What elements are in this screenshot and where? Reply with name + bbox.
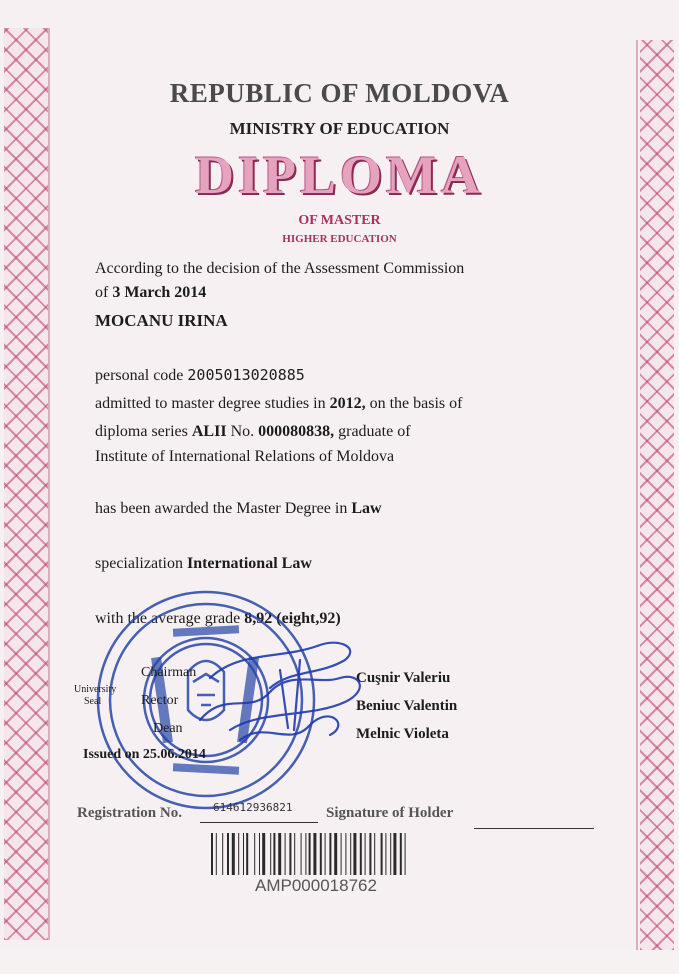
admitted-line (95, 395, 462, 413)
registration-underline (200, 822, 318, 823)
university-seal-label-2: Seal (84, 696, 102, 707)
university-seal-label: University (74, 684, 117, 695)
decision-date: 3 March 2014 (112, 284, 207, 301)
admitted-prefix: admitted to master degree studies in (95, 395, 326, 412)
institution: Institute of International Relations of Moldova (95, 448, 395, 465)
personal-code-line (95, 366, 305, 385)
rector-name: Beniuc Valentin (356, 698, 458, 714)
personal-code: 2005013020885 (187, 366, 305, 384)
chairman-name: Cuşnir Valeriu (356, 670, 451, 686)
diploma-series: ALII (191, 423, 227, 440)
awarded-prefix: has been awarded the Master Degree in (95, 500, 348, 517)
awarded-line (95, 500, 382, 518)
holder-name: MOCANU IRINA (95, 311, 228, 330)
dean-name: Melnic Violeta (356, 726, 449, 742)
degree-field: Law (351, 500, 382, 517)
dean-label: Dean (153, 721, 183, 736)
grade: 8,92 (244, 610, 273, 627)
registration-number: 614612936821 (213, 801, 293, 814)
decision-date-line (95, 284, 206, 302)
chairman-label: Chairman (141, 665, 197, 680)
issued-date: 25.06.2014 (142, 747, 206, 762)
signature-holder-underline (474, 828, 594, 829)
ministry-heading: MINISTRY OF EDUCATION (229, 119, 450, 138)
specialization: International Law (186, 555, 312, 572)
number-label: No. (230, 423, 255, 440)
grade-words: (eight,92) (276, 610, 341, 627)
of-prefix: of (95, 284, 109, 301)
signature-holder-label: Signature of Holder (326, 805, 454, 821)
diploma-series-label: diploma series (95, 423, 188, 440)
degree-subtitle: OF MASTER (298, 213, 381, 228)
registration-label: Registration No. (77, 805, 182, 821)
admitted-suffix: on the basis of (369, 395, 463, 412)
admitted-year: 2012, (329, 395, 366, 412)
diploma-number: 000080838, (258, 423, 335, 440)
graduate-of: graduate of (338, 423, 411, 440)
specialization-line (95, 555, 312, 573)
handwritten-signature-icon (170, 630, 400, 770)
barcode-number: AMP000018762 (255, 876, 377, 895)
issued-label: Issued on (83, 747, 140, 762)
decision-line: According to the decision of the Assessment Commission (95, 260, 465, 277)
rector-label: Rector (141, 693, 179, 708)
diploma-title: DIPLOMA (195, 145, 484, 205)
barcode-icon (211, 833, 447, 875)
personal-code-label: personal code (95, 367, 184, 384)
grade-prefix: with the average grade (95, 610, 241, 627)
diploma-series-line (95, 423, 411, 441)
republic-heading: REPUBLIC OF MOLDOVA (169, 78, 510, 108)
education-level: HIGHER EDUCATION (282, 233, 397, 245)
specialization-label: specialization (95, 555, 183, 572)
